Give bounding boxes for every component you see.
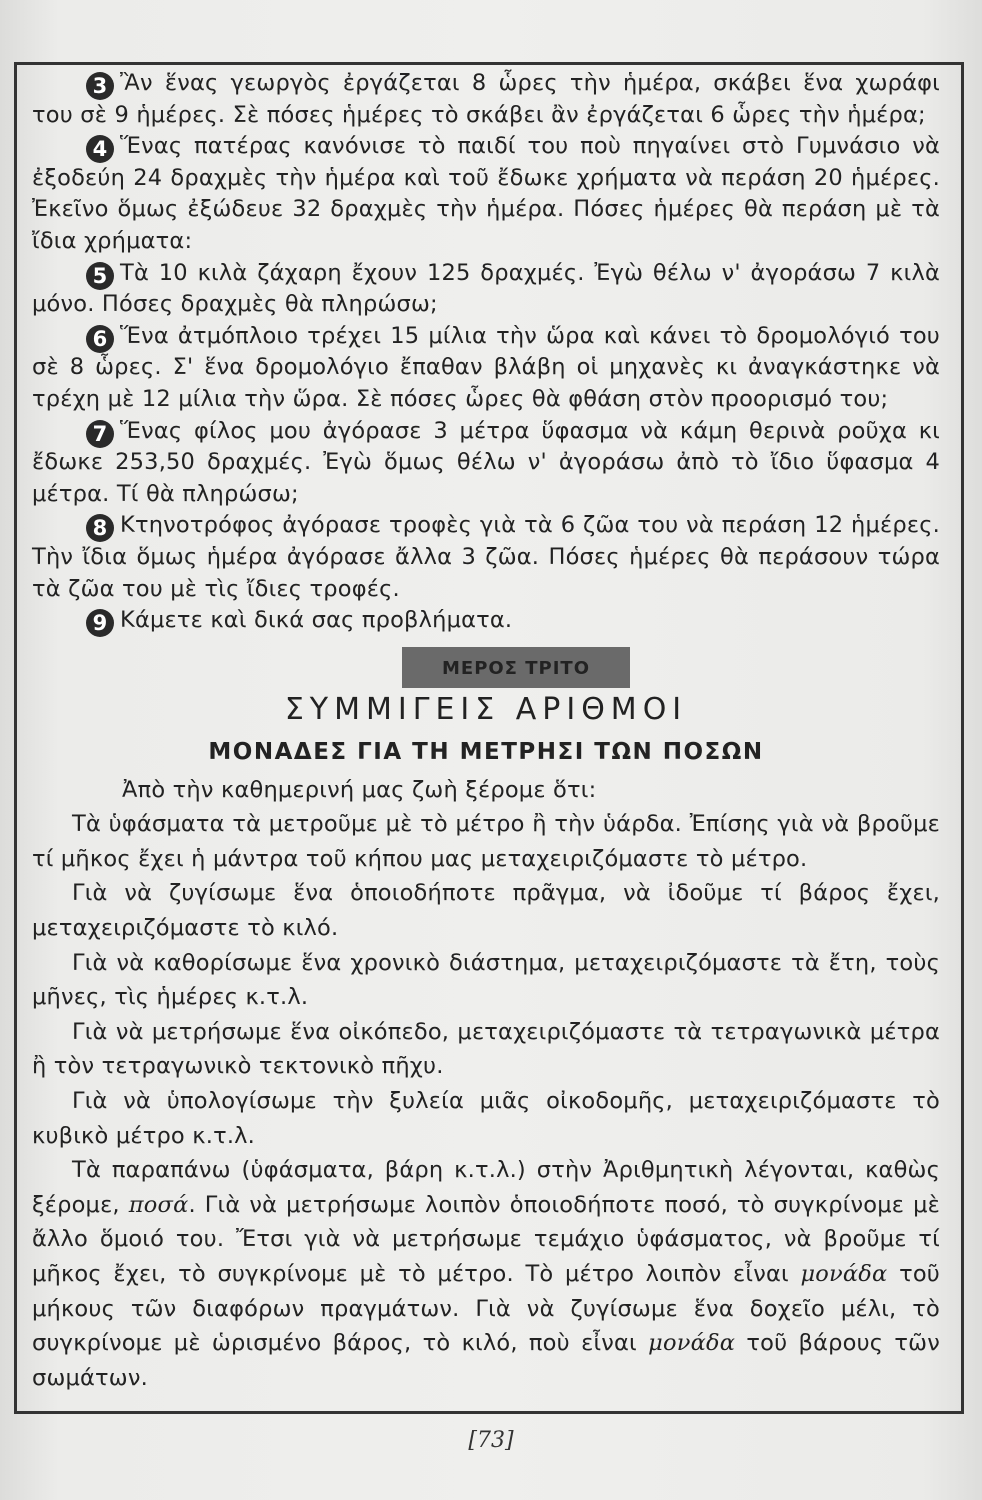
problem-text: Ἕνας πατέρας κανόνισε τὸ παιδί του ποὺ πηγαίνει στὸ Γυμνάσιο νὰ ἐξοδεύη 24 δραχμὲς τὴν ἡμέρα καὶ τοῦ ἔδωκε χρήματα νὰ περάση 20 ἡμέρες. Ἐκεῖνο ὅμως ἐξώδευε 32 δραχμὲς τὴν ἡμέρα. Πόσες ἡμέρες θὰ περάση μὲ τὰ ἴδια χρήματα: [32, 133, 940, 254]
term-monada: μονάδα [800, 1261, 888, 1287]
body-paragraph-5: Γιὰ νὰ ὑπολογίσωμε τὴν ξυλεία μιᾶς οἰκοδομῆς, μεταχειριζόμαστε τὸ κυβικὸ μέτρο κ.τ.λ. [32, 1088, 940, 1149]
problem-text: Ἂν ἕνας γεωργὸς ἐργάζεται 8 ὧρες τὴν ἡμέρα, σκάβει ἕνα χωράφι του σὲ 9 ἡμέρες. Σὲ πόσες ἡμέρες τὸ σκάβει ἂν ἐργάζεται 6 ὧρες τὴν ἡμέρα; [32, 70, 940, 128]
problem-text: Κάμετε καὶ δικά σας προβλήματα. [120, 607, 513, 634]
problem-5 [32, 258, 940, 321]
body-paragraph-1: Τὰ ὑφάσματα τὰ μετροῦμε μὲ τὸ μέτρο ἢ τὴν ὑάρδα. Ἐπίσης γιὰ νὰ βροῦμε τί μῆκος ἔχει ἡ μάντρα τοῦ κήπου μας μεταχειριζόμαστε τὸ μέτρο. [32, 811, 940, 872]
body-paragraph-4: Γιὰ νὰ μετρήσωμε ἕνα οἰκόπεδο, μεταχειριζόμαστε τὰ τετραγωνικὰ μέτρα ἢ τὸν τετραγωνικὸ τεκτονικὸ πῆχυ. [32, 1018, 940, 1080]
problem-6 [32, 321, 940, 416]
problem-text: Ἕνα ἀτμόπλοιο τρέχει 15 μίλια τὴν ὥρα καὶ κάνει τὸ δρομολόγιό του σὲ 8 ὧρες. Σ' ἕνα δρομολόγιο ἔπαθαν βλάβη οἱ μηχανὲς κι ἀναγκάστηκε νὰ τρέχη μὲ 12 μίλια τὴν ὥρα. Σὲ πόσες ὧρες θὰ φθάση στὸν προορισμό του; [32, 322, 940, 412]
p6-text-b: . Γιὰ νὰ μετρήσωμε λοιπὸν ὁποιοδήποτε ποσό, τὸ συγκρίνομε μὲ ἄλλο ὅμοιό του. Ἔτσι γιὰ νὰ μετρήσωμε τεμάχιο ὑφάσματος, νὰ βροῦμε τί μῆκος ἔχει, τὸ συγκρίνομε μὲ τὸ μέτρο. Τὸ μέτρο λοιπὸν εἶναι [32, 1191, 941, 1287]
page-content [32, 68, 940, 1395]
p6-text-d: τοῦ βάρους τῶν σωμάτων. [32, 1330, 940, 1391]
page-number: [73] [468, 1428, 514, 1453]
intro-paragraph: Ἀπὸ τὴν καθημερινή μας ζωὴ ξέρομε ὅτι: [122, 776, 597, 803]
term-monada-2: μονάδα [648, 1330, 736, 1357]
problem-9 [32, 605, 940, 637]
problem-3 [32, 68, 940, 131]
problem-text: Κτηνοτρόφος ἀγόρασε τροφὲς γιὰ τὰ 6 ζῶα του νὰ περάση 12 ἡμέρες. Τὴν ἴδια ὅμως ἡμέρα ἀγόρασε ἄλλα 3 ζῶα. Πόσες ἡμέρες θὰ περάσουν τώρα τὰ ζῶα του μὲ τὶς ἴδιες τροφές. [32, 512, 940, 602]
p6-text-c: τοῦ μήκους τῶν διαφόρων πραγμάτων. Γιὰ νὰ ζυγίσωμε ἕνα δοχεῖο μέλι, τὸ συγκρίνομε μὲ ὡρισμένο βάρος, τὸ κιλό, ποὺ εἶναι [32, 1261, 941, 1357]
problem-number-badge: 5 [86, 262, 114, 290]
problem-number-badge: 8 [86, 514, 114, 542]
part-label-text: ΜΕΡΟΣ ΤΡΙΤΟ [441, 657, 590, 679]
problem-7 [32, 416, 940, 511]
section-subtitle: ΜΟΝΑΔΕΣ ΓΙΑ ΤΗ ΜΕΤΡΗΣΙ ΤΩΝ ΠΟΣΩΝ [208, 738, 764, 765]
problem-text: Ἕνας φίλος μου ἀγόρασε 3 μέτρα ὕφασμα νὰ κάμη θερινὰ ροῦχα κι ἔδωκε 253,50 δραχμές. Ἐγὼ ὅμως θέλω ν' ἀγοράσω ἀπὸ τὸ ἴδιο ὕφασμα 4 μέτρα. Τί θὰ πληρώσω; [32, 417, 940, 507]
p6-text-a: Τὰ παραπάνω (ὑφάσματα, βάρη κ.τ.λ.) στὴν Ἀριθμητικὴ λέγονται, καθὼς ξέρομε, [32, 1157, 940, 1218]
body-paragraph-2: Γιὰ νὰ ζυγίσωμε ἕνα ὁποιοδήποτε πρᾶγμα, νὰ ἰδοῦμε τί βάρος ἔχει, μεταχειριζόμαστε τὸ κιλό. [32, 880, 940, 942]
problem-4 [32, 131, 940, 257]
problem-number-badge: 7 [86, 420, 114, 448]
section-title: ΣΥΜΜΙΓΕΙΣ ΑΡΙΘΜΟΙ [284, 691, 688, 727]
problem-text: Τὰ 10 κιλὰ ζάχαρη ἔχουν 125 δραχμές. Ἐγὼ θέλω ν' ἀγοράσω 7 κιλὰ μόνο. Πόσες δραχμὲς θὰ πληρώσω; [32, 259, 940, 318]
part-label-row [32, 647, 940, 687]
problem-number-badge: 9 [86, 609, 114, 637]
problem-number-badge: 4 [86, 135, 114, 163]
body-paragraph-3: Γιὰ νὰ καθορίσωμε ἕνα χρονικὸ διάστημα, μεταχειριζόμαστε τὰ ἔτη, τοὺς μῆνες, τὶς ἡμέρες κ.τ.λ. [32, 949, 940, 1011]
problem-number-badge: 3 [86, 72, 114, 100]
problem-8 [32, 510, 940, 605]
problem-number-badge: 6 [86, 325, 114, 353]
part-label [402, 647, 630, 689]
body-paragraph-6 [32, 1153, 940, 1395]
term-posa: ποσά [128, 1191, 189, 1218]
